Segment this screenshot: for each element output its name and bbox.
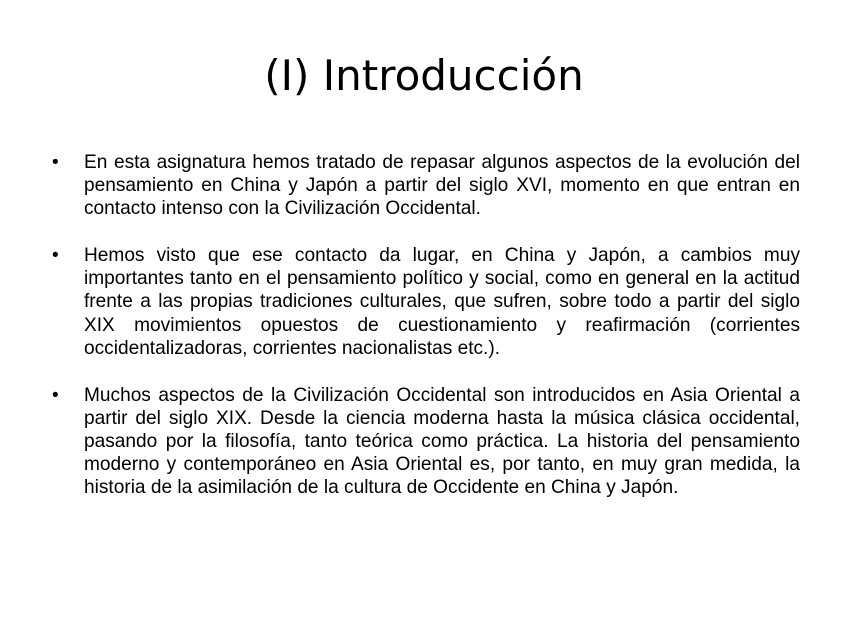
- bullet-list: [48, 151, 800, 523]
- bullet-item: [48, 384, 800, 499]
- bullet-text: Muchos aspectos de la Civilización Occidental son introducidos en Asia Oriental a partir del siglo XIX. Desde la ciencia moderna hasta la música clásica occidental, pasando por la filosofía, tanto teórica como práctica. La historia del pensamiento moderno y contemporáneo en Asia Oriental es, por tanto, en muy gran medida, la historia de la asimilación de la cultura de Occidente en China y Japón.: [84, 384, 800, 499]
- bullet-text: En esta asignatura hemos tratado de repasar algunos aspectos de la evolución del pensamiento en China y Japón a partir del siglo XVI, momento en que entran en contacto intenso con la Civilización Occidental.: [84, 152, 800, 220]
- bullet-text: Hemos visto que ese contacto da lugar, en China y Japón, a cambios muy importantes tanto en el pensamiento político y social, como en general en la actitud frente a las propias tradiciones culturales, que sufren, sobre todo a partir del siglo XIX movimientos opuestos de cuestionamiento y reafirmación (corrientes occidentalizadoras, corrientes nacionalistas etc.).: [84, 245, 800, 359]
- bullet-marker: •: [52, 152, 59, 173]
- bullet-item: [48, 244, 800, 359]
- slide-title: (I) Introducción: [264, 51, 584, 100]
- bullet-item: [48, 151, 800, 220]
- bullet-marker: •: [52, 384, 59, 406]
- bullet-marker: •: [52, 245, 59, 267]
